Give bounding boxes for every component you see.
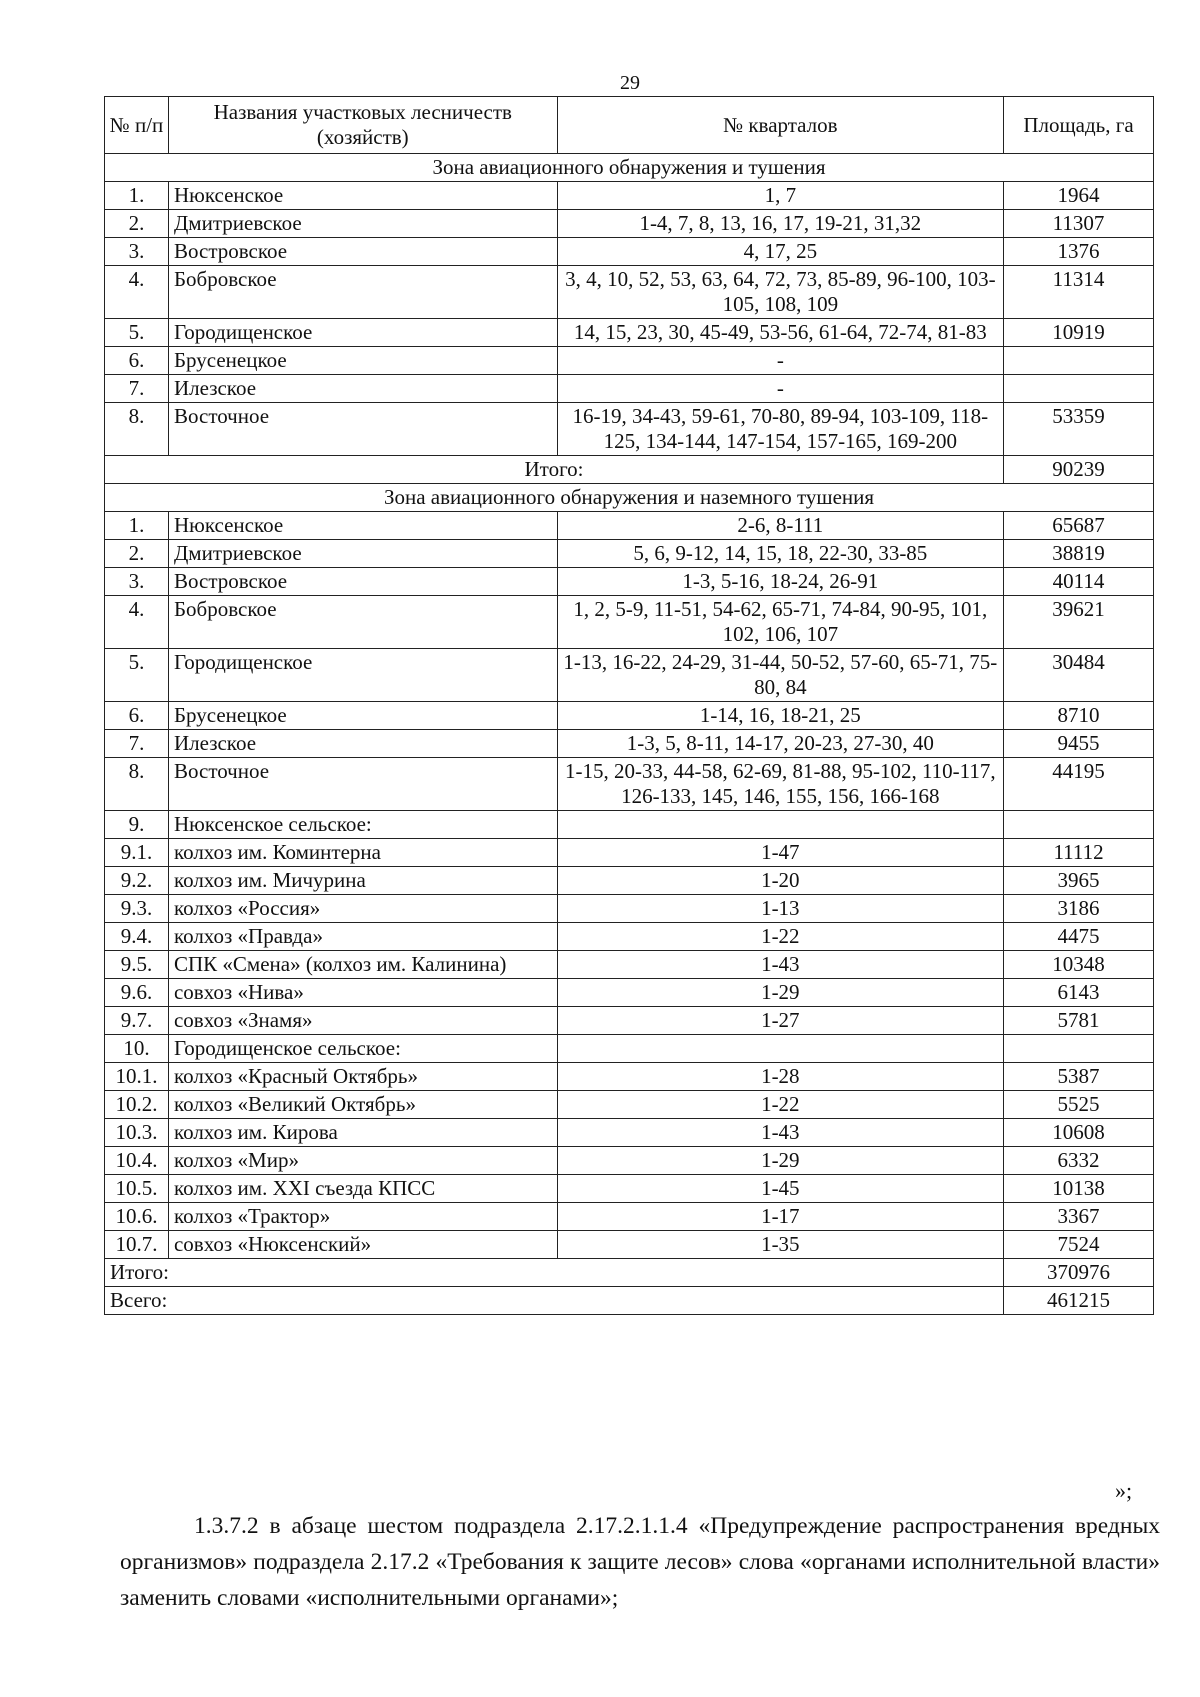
row-number: 7. (105, 375, 169, 403)
quarters-list: - (557, 375, 1003, 403)
row-number: 2. (105, 540, 169, 568)
row-number: 8. (105, 758, 169, 811)
row-number: 1. (105, 512, 169, 540)
forestry-name: Брусенецкое (168, 347, 557, 375)
forestry-name: Нюксенское (168, 512, 557, 540)
table-row (105, 1231, 1154, 1259)
area-value: 53359 (1004, 403, 1154, 456)
area-value: 39621 (1004, 596, 1154, 649)
row-number: 9.6. (105, 979, 169, 1007)
table-row (105, 1091, 1154, 1119)
forestry-name: Востровское (168, 238, 557, 266)
forestry-name: СПК «Смена» (колхоз им. Калинина) (168, 951, 557, 979)
forestry-name: Городищенское (168, 649, 557, 702)
quarters-list: 1-17 (557, 1203, 1003, 1231)
forestry-name: Городищенское (168, 319, 557, 347)
table-row (105, 375, 1154, 403)
quarters-list: 1-43 (557, 1119, 1003, 1147)
forestry-name: колхоз им. Мичурина (168, 867, 557, 895)
forestry-name: колхоз «Трактор» (168, 1203, 557, 1231)
forestry-name: Городищенское сельское: (168, 1035, 557, 1063)
row-number: 3. (105, 568, 169, 596)
zone1-total-row (105, 456, 1154, 484)
quarters-list: 1-35 (557, 1231, 1003, 1259)
quarters-list: 1-3, 5-16, 18-24, 26-91 (557, 568, 1003, 596)
area-value: 11314 (1004, 266, 1154, 319)
quarters-list: 1-14, 16, 18-21, 25 (557, 702, 1003, 730)
row-number: 4. (105, 266, 169, 319)
forestry-name: Дмитриевское (168, 540, 557, 568)
row-number: 10.7. (105, 1231, 169, 1259)
table-row (105, 758, 1154, 811)
quarters-list: 1-13, 16-22, 24-29, 31-44, 50-52, 57-60, 65-71, 75-80, 84 (557, 649, 1003, 702)
quarters-list: - (557, 347, 1003, 375)
quarters-list: 4, 17, 25 (557, 238, 1003, 266)
zone-title: Зона авиационного обнаружения и наземного тушения (105, 484, 1154, 512)
zone2-total-row-label: Итого: (105, 1259, 1004, 1287)
area-value: 11112 (1004, 839, 1154, 867)
row-number: 8. (105, 403, 169, 456)
area-value (1004, 811, 1154, 839)
quarters-list: 1-4, 7, 8, 13, 16, 17, 19-21, 31,32 (557, 210, 1003, 238)
table-row (105, 649, 1154, 702)
area-value: 3186 (1004, 895, 1154, 923)
row-number: 9.3. (105, 895, 169, 923)
area-value: 7524 (1004, 1231, 1154, 1259)
row-number: 9.5. (105, 951, 169, 979)
quarters-list: 14, 15, 23, 30, 45-49, 53-56, 61-64, 72-74, 81-83 (557, 319, 1003, 347)
table-row (105, 1035, 1154, 1063)
area-value: 38819 (1004, 540, 1154, 568)
row-number: 3. (105, 238, 169, 266)
table-header-row (105, 97, 1154, 154)
area-value: 10348 (1004, 951, 1154, 979)
zone-title-row (105, 484, 1154, 512)
forestry-name: Илезское (168, 375, 557, 403)
forestry-name: колхоз им. Кирова (168, 1119, 557, 1147)
table-row (105, 403, 1154, 456)
area-value: 10138 (1004, 1175, 1154, 1203)
table-row (105, 182, 1154, 210)
quarters-list: 1-20 (557, 867, 1003, 895)
row-number: 10.6. (105, 1203, 169, 1231)
table-row (105, 839, 1154, 867)
table-row (105, 540, 1154, 568)
table-row (105, 923, 1154, 951)
area-value: 10608 (1004, 1119, 1154, 1147)
area-value (1004, 1035, 1154, 1063)
table-row (105, 1007, 1154, 1035)
header-name: Названия участковых лесничеств (хозяйств) (168, 97, 557, 154)
table-row (105, 951, 1154, 979)
forestry-name: колхоз «Правда» (168, 923, 557, 951)
table-row (105, 238, 1154, 266)
quarters-list: 2-6, 8-111 (557, 512, 1003, 540)
row-number: 5. (105, 649, 169, 702)
grand-total-row-label: Всего: (105, 1287, 1004, 1315)
table-row (105, 702, 1154, 730)
closing-quote-mark: »; (1115, 1478, 1133, 1503)
table-row (105, 266, 1154, 319)
forestry-name: совхоз «Нюксенский» (168, 1231, 557, 1259)
table-row (105, 596, 1154, 649)
table-body (105, 154, 1154, 1315)
table-row (105, 210, 1154, 238)
table-row (105, 1175, 1154, 1203)
page-number: 29 (620, 72, 640, 94)
forestry-name: Нюксенское (168, 182, 557, 210)
forestry-name: совхоз «Нива» (168, 979, 557, 1007)
quarters-list: 1-22 (557, 1091, 1003, 1119)
area-value: 65687 (1004, 512, 1154, 540)
row-number: 10.1. (105, 1063, 169, 1091)
forestry-name: колхоз «Красный Октябрь» (168, 1063, 557, 1091)
area-value: 44195 (1004, 758, 1154, 811)
area-value: 8710 (1004, 702, 1154, 730)
table-row (105, 867, 1154, 895)
table-row (105, 895, 1154, 923)
area-value: 11307 (1004, 210, 1154, 238)
forestry-name: Востровское (168, 568, 557, 596)
row-number: 9.7. (105, 1007, 169, 1035)
forestry-name: Илезское (168, 730, 557, 758)
row-number: 5. (105, 319, 169, 347)
quarters-list: 1-29 (557, 1147, 1003, 1175)
zone-title-row (105, 154, 1154, 182)
quarters-list (557, 811, 1003, 839)
area-value: 1376 (1004, 238, 1154, 266)
row-number: 9.1. (105, 839, 169, 867)
forestry-name: колхоз «Великий Октябрь» (168, 1091, 557, 1119)
area-value: 6143 (1004, 979, 1154, 1007)
row-number: 10.2. (105, 1091, 169, 1119)
area-value: 5525 (1004, 1091, 1154, 1119)
quarters-list: 1, 2, 5-9, 11-51, 54-62, 65-71, 74-84, 90-95, 101, 102, 106, 107 (557, 596, 1003, 649)
table-row (105, 730, 1154, 758)
area-value: 5781 (1004, 1007, 1154, 1035)
forestry-name: совхоз «Знамя» (168, 1007, 557, 1035)
quarters-list: 1-47 (557, 839, 1003, 867)
quarters-list: 1-15, 20-33, 44-58, 62-69, 81-88, 95-102, 110-117, 126-133, 145, 146, 155, 156, 166-168 (557, 758, 1003, 811)
zone1-total-row-value: 90239 (1004, 456, 1154, 484)
zone2-total-row (105, 1259, 1154, 1287)
area-value: 3965 (1004, 867, 1154, 895)
quarters-list: 1-22 (557, 923, 1003, 951)
area-value: 9455 (1004, 730, 1154, 758)
table-row (105, 1147, 1154, 1175)
quarters-list: 1-43 (557, 951, 1003, 979)
quarters-list (557, 1035, 1003, 1063)
quarters-list: 1-28 (557, 1063, 1003, 1091)
area-value: 30484 (1004, 649, 1154, 702)
row-number: 4. (105, 596, 169, 649)
quarters-list: 1-3, 5, 8-11, 14-17, 20-23, 27-30, 40 (557, 730, 1003, 758)
quarters-list: 1-27 (557, 1007, 1003, 1035)
row-number: 9. (105, 811, 169, 839)
forestry-quarters-table (104, 96, 1154, 1315)
quarters-list: 3, 4, 10, 52, 53, 63, 64, 72, 73, 85-89, 96-100, 103-105, 108, 109 (557, 266, 1003, 319)
table-row (105, 1203, 1154, 1231)
forestry-name: колхоз «Мир» (168, 1147, 557, 1175)
row-number: 10.3. (105, 1119, 169, 1147)
forestry-name: колхоз им. XXI съезда КПСС (168, 1175, 557, 1203)
header-quarters: № кварталов (557, 97, 1003, 154)
row-number: 10.4. (105, 1147, 169, 1175)
area-value (1004, 375, 1154, 403)
row-number: 1. (105, 182, 169, 210)
zone-title: Зона авиационного обнаружения и тушения (105, 154, 1154, 182)
zone2-total-row-value: 370976 (1004, 1259, 1154, 1287)
table-row (105, 811, 1154, 839)
forestry-name: Бобровское (168, 266, 557, 319)
forestry-name: Бобровское (168, 596, 557, 649)
table-row (105, 1119, 1154, 1147)
area-value (1004, 347, 1154, 375)
area-value: 6332 (1004, 1147, 1154, 1175)
row-number: 10. (105, 1035, 169, 1063)
forestry-name: колхоз «Россия» (168, 895, 557, 923)
area-value: 5387 (1004, 1063, 1154, 1091)
row-number: 9.4. (105, 923, 169, 951)
quarters-list: 1, 7 (557, 182, 1003, 210)
grand-total-row (105, 1287, 1154, 1315)
grand-total-row-value: 461215 (1004, 1287, 1154, 1315)
quarters-list: 16-19, 34-43, 59-61, 70-80, 89-94, 103-109, 118-125, 134-144, 147-154, 157-165, 169-200 (557, 403, 1003, 456)
forestry-name: Восточное (168, 403, 557, 456)
area-value: 40114 (1004, 568, 1154, 596)
forestry-name: Дмитриевское (168, 210, 557, 238)
table-row (105, 1063, 1154, 1091)
row-number: 10.5. (105, 1175, 169, 1203)
quarters-list: 1-29 (557, 979, 1003, 1007)
zone1-total-row-label: Итого: (105, 456, 1004, 484)
forestry-name: Нюксенское сельское: (168, 811, 557, 839)
forestry-name: Брусенецкое (168, 702, 557, 730)
area-value: 3367 (1004, 1203, 1154, 1231)
header-num: № п/п (105, 97, 169, 154)
table-row (105, 979, 1154, 1007)
area-value: 4475 (1004, 923, 1154, 951)
amendment-paragraph: 1.3.7.2 в абзаце шестом подраздела 2.17.2.1.1.4 «Предупреждение распространения вредных организмов» подраздела 2.17.2 «Требования к защите лесов» слова «органами исполнительной власти» заменить словами «исполнительными органами»; (120, 1513, 1160, 1611)
row-number: 6. (105, 347, 169, 375)
area-value: 1964 (1004, 182, 1154, 210)
header-area: Площадь, га (1004, 97, 1154, 154)
table-row (105, 568, 1154, 596)
forestry-name: колхоз им. Коминтерна (168, 839, 557, 867)
table-row (105, 347, 1154, 375)
quarters-list: 1-45 (557, 1175, 1003, 1203)
quarters-list: 5, 6, 9-12, 14, 15, 18, 22-30, 33-85 (557, 540, 1003, 568)
area-value: 10919 (1004, 319, 1154, 347)
row-number: 9.2. (105, 867, 169, 895)
row-number: 2. (105, 210, 169, 238)
row-number: 7. (105, 730, 169, 758)
quarters-list: 1-13 (557, 895, 1003, 923)
forestry-name: Восточное (168, 758, 557, 811)
table-row (105, 319, 1154, 347)
table-row (105, 512, 1154, 540)
row-number: 6. (105, 702, 169, 730)
